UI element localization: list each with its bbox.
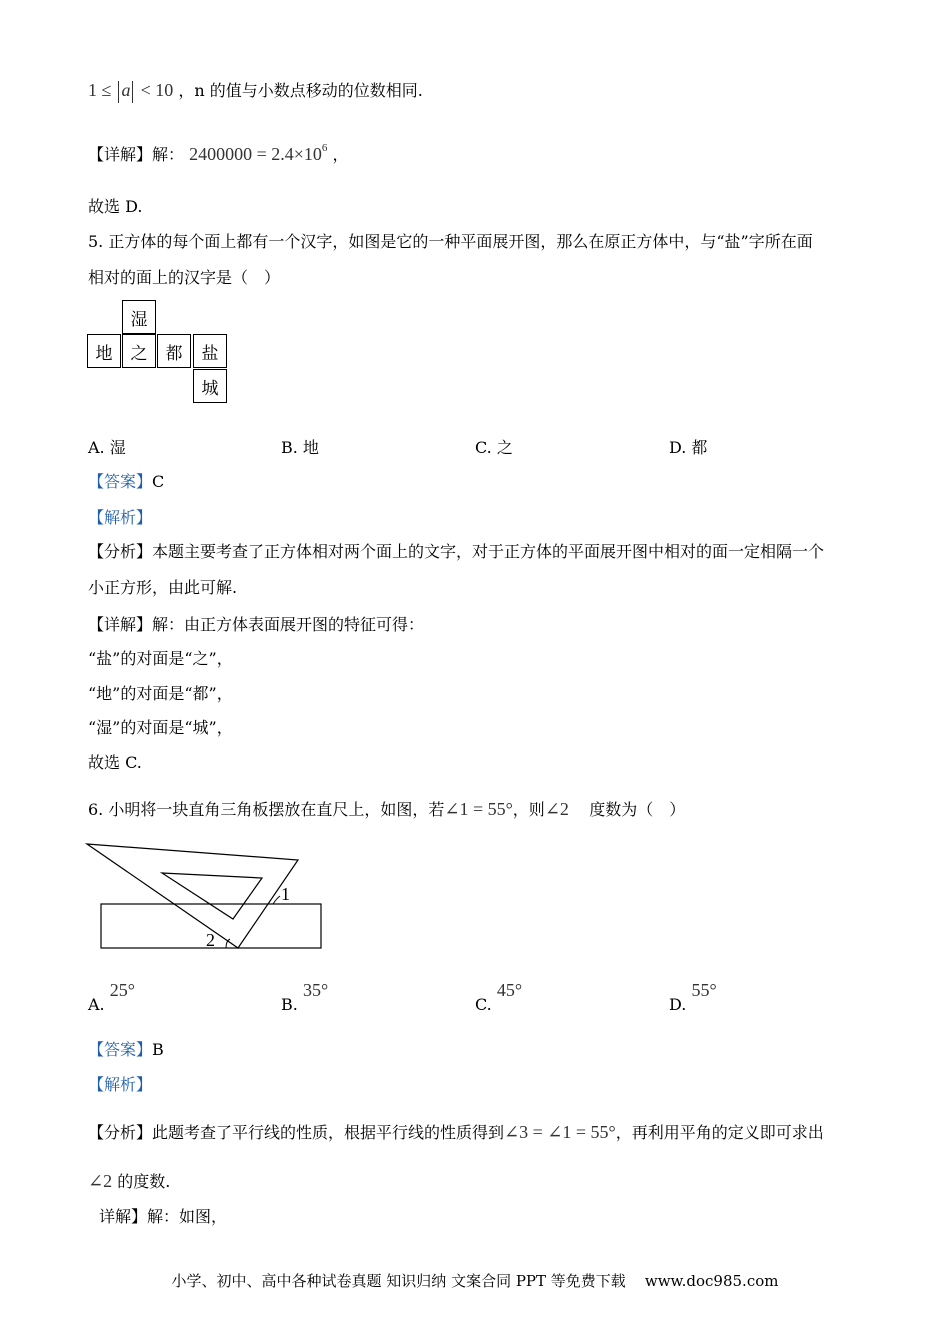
answer-value: C bbox=[152, 472, 165, 491]
q5-pair2: “地”的对面是“都”， bbox=[88, 684, 233, 703]
inequality-line bbox=[88, 80, 423, 103]
q6-stem-a: 6. 小明将一块直角三角板摆放在直尺上，如图，若 bbox=[88, 800, 445, 819]
q6-angle2: ∠2 bbox=[544, 799, 569, 819]
fig-label-2: 2 bbox=[206, 930, 215, 950]
footer-url[interactable]: www.doc985.com bbox=[644, 1272, 779, 1290]
q5-option-d: D. 都 bbox=[669, 438, 708, 457]
q6-detail: 详解】解：如图， bbox=[99, 1207, 228, 1226]
q6-stem bbox=[88, 799, 685, 820]
q6-option-c-value: 45° bbox=[496, 980, 523, 1000]
q5-stem-line1: 5. 正方体的每个面上都有一个汉字，如图是它的一种平面展开图，那么在原正方体中，与“盐”字所在面 bbox=[88, 232, 813, 251]
net-cell-zhi: 之 bbox=[122, 334, 156, 368]
q5-fenxi-line1: 【分析】本题主要考查了正方体相对两个面上的文字，对于正方体的平面展开图中相对的面一定相隔一个 bbox=[88, 542, 825, 561]
q6-angle1: ∠1 = 55° bbox=[444, 799, 513, 819]
ineq-right: < 10 bbox=[140, 80, 174, 100]
q6-option-c bbox=[475, 980, 523, 1014]
q5-option-c: C. 之 bbox=[475, 438, 513, 457]
q6-option-d-letter: D. bbox=[669, 995, 687, 1014]
q6-option-b-letter: B. bbox=[281, 995, 298, 1014]
q6-fenxi-line2 bbox=[88, 1171, 170, 1192]
detail-line bbox=[88, 144, 349, 167]
q6-option-b-value: 35° bbox=[302, 980, 329, 1000]
net-cell-cheng: 城 bbox=[193, 369, 227, 403]
page-footer bbox=[0, 1270, 950, 1291]
abs-bar-left bbox=[118, 81, 119, 103]
q5-pair1: “盐”的对面是“之”， bbox=[88, 649, 233, 668]
q5-option-b: B. 地 bbox=[281, 438, 319, 457]
abs-bar-right bbox=[132, 81, 133, 103]
q6-fenxi-a: 【分析】此题考查了平行线的性质，根据平行线的性质得到 bbox=[88, 1123, 505, 1142]
q6-answer bbox=[88, 1040, 164, 1060]
ineq-left: 1 ≤ bbox=[88, 80, 112, 100]
answer-label: 【答案】 bbox=[88, 1040, 153, 1059]
net-cell-du: 都 bbox=[157, 334, 191, 368]
q6-option-a-letter: A. bbox=[88, 995, 105, 1014]
choose-d: 故选 D. bbox=[88, 197, 143, 216]
q5-choose: 故选 C. bbox=[88, 753, 142, 772]
triangle-ruler-figure bbox=[80, 836, 340, 956]
q6-option-c-letter: C. bbox=[475, 995, 492, 1014]
triangle-inner bbox=[162, 873, 262, 919]
q6-fenxi-b: ，再利用平角的定义即可求出 bbox=[615, 1123, 824, 1142]
q6-stem-b: ，则 bbox=[512, 800, 545, 819]
ineq-var: a bbox=[121, 80, 131, 100]
net-cell-shi: 湿 bbox=[122, 300, 156, 334]
q5-stem-line2: 相对的面上的汉字是（ ） bbox=[88, 268, 281, 287]
q6-option-a-value: 25° bbox=[109, 980, 135, 1000]
footer-text: 小学、初中、高中各种试卷真题 知识归纳 文案合同 PPT 等免费下载 bbox=[171, 1272, 626, 1290]
sci-tail: ， bbox=[332, 145, 349, 164]
q6-option-a bbox=[88, 980, 135, 1014]
q6-fenxi-eq: ∠3 = ∠1 = 55° bbox=[504, 1122, 616, 1142]
q6-fenxi2-text: 的度数. bbox=[117, 1172, 171, 1191]
q6-option-b bbox=[281, 980, 329, 1014]
q5-analysis-label: 【解析】 bbox=[88, 508, 153, 527]
q6-option-d bbox=[669, 980, 717, 1014]
q5-fenxi-line2: 小正方形，由此可解. bbox=[88, 578, 238, 597]
q5-option-a: A. 湿 bbox=[88, 438, 126, 457]
answer-value: B bbox=[152, 1040, 164, 1059]
detail-label: 【详解】解： bbox=[88, 145, 185, 164]
q6-fenxi-line1 bbox=[88, 1122, 824, 1143]
q6-option-d-value: 55° bbox=[691, 980, 717, 1000]
q5-pair3: “湿”的对面是“城”， bbox=[88, 718, 233, 737]
answer-label: 【答案】 bbox=[88, 472, 153, 491]
q5-detail: 【详解】解：由正方体表面展开图的特征可得： bbox=[88, 615, 425, 634]
triangle-outer bbox=[87, 844, 298, 948]
angle1-arc bbox=[273, 896, 280, 904]
q6-stem-c: 度数为（ ） bbox=[589, 800, 686, 819]
sci-eq: 2400000 = 2.4×10 bbox=[189, 144, 322, 164]
q6-fenxi2-angle: ∠2 bbox=[88, 1171, 113, 1191]
q6-analysis-label: 【解析】 bbox=[88, 1075, 153, 1094]
sci-exp: 6 bbox=[321, 142, 328, 154]
fig-label-1: 1 bbox=[281, 884, 290, 904]
net-cell-di: 地 bbox=[87, 334, 121, 368]
ineq-text: ，n 的值与小数点移动的位数相同. bbox=[178, 81, 423, 100]
net-cell-yan: 盐 bbox=[193, 334, 227, 368]
q5-answer bbox=[88, 472, 164, 492]
